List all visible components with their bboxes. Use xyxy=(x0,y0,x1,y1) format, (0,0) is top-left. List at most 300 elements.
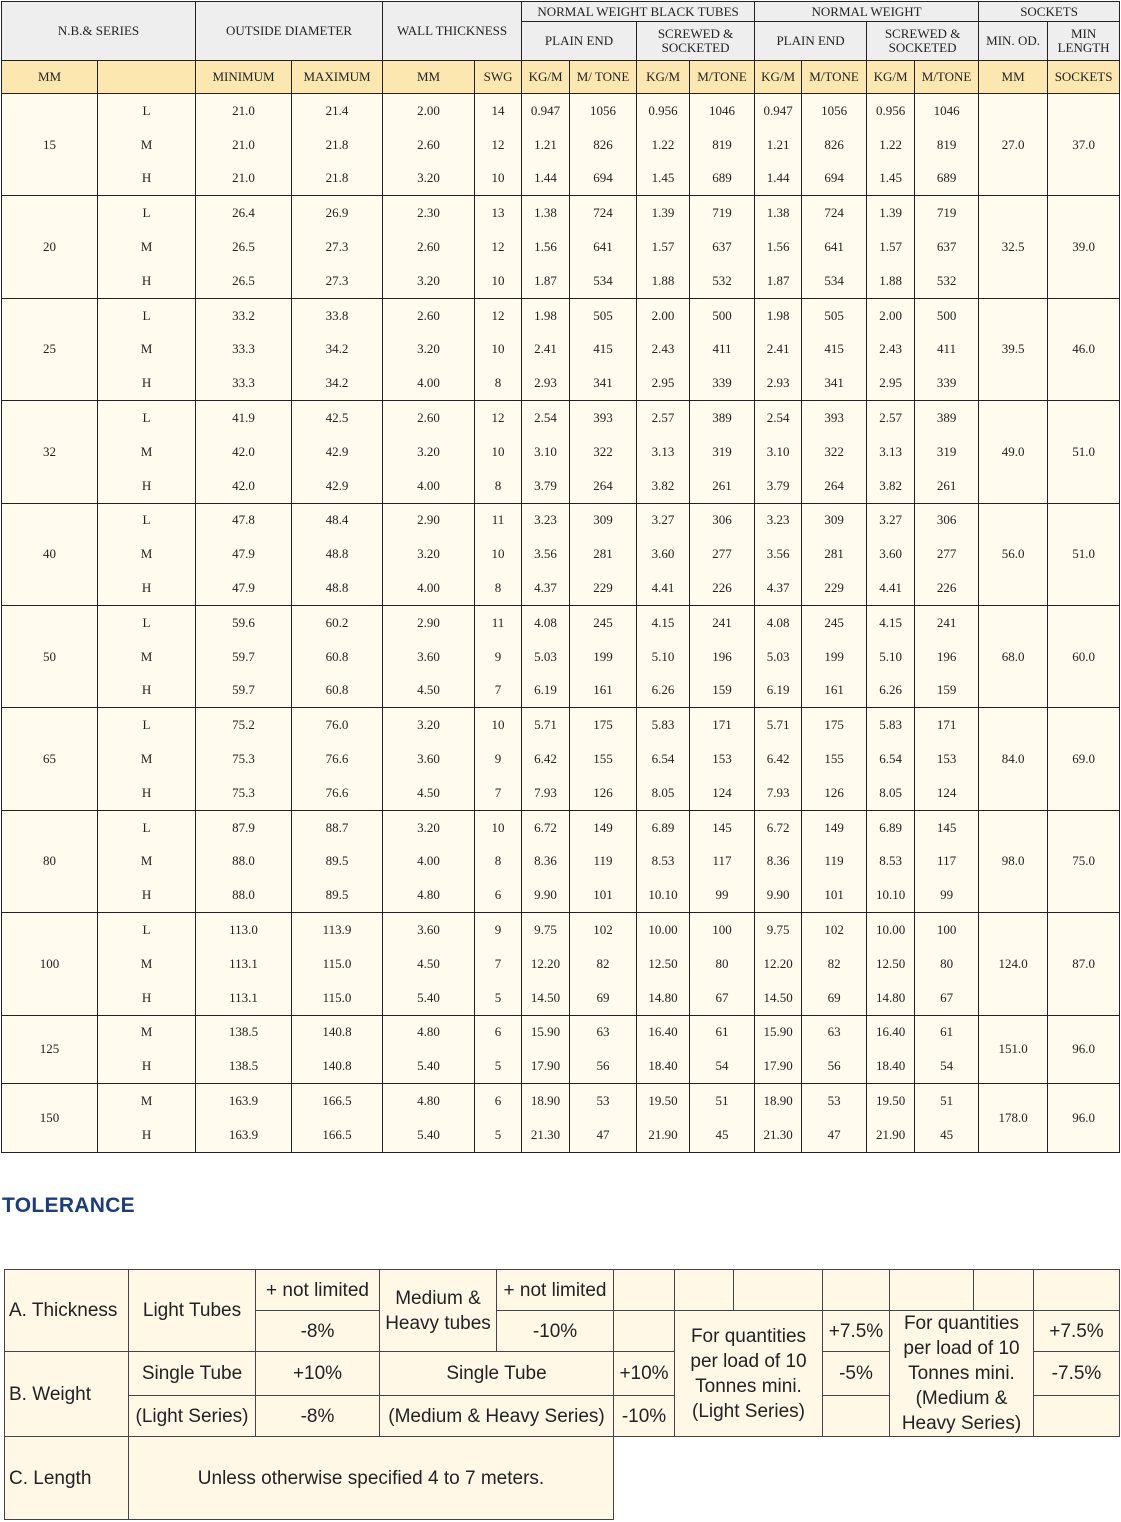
unit-maximum: MAXIMUM xyxy=(292,61,383,94)
black-screwed-mtone: 637 xyxy=(690,230,755,264)
spec-row xyxy=(2,196,1120,230)
black-plain-mtone: 126 xyxy=(570,776,637,810)
socket-min-od: 39.5 xyxy=(979,298,1048,400)
wall-swg: 9 xyxy=(475,742,522,776)
unit-mm: MM xyxy=(2,61,98,94)
od-min: 59.7 xyxy=(196,640,292,674)
normal-plain-mtone: 264 xyxy=(802,469,867,503)
wall-swg: 7 xyxy=(475,776,522,810)
qty-medium-minus: -7.5% xyxy=(1034,1352,1120,1396)
black-plain-kgm: 1.38 xyxy=(522,196,570,230)
black-screwed-kgm: 3.13 xyxy=(637,435,690,469)
normal-screwed-mtone: 124 xyxy=(915,776,979,810)
normal-screwed-kgm: 1.88 xyxy=(867,264,915,298)
normal-screwed-mtone: 100 xyxy=(915,913,979,947)
od-max: 166.5 xyxy=(292,1084,383,1118)
header-plain-end: PLAIN END xyxy=(522,22,637,61)
black-plain-kgm: 6.72 xyxy=(522,810,570,844)
nominal-bore: 40 xyxy=(2,503,98,605)
black-plain-kgm: 1.87 xyxy=(522,264,570,298)
wall-mm: 3.20 xyxy=(383,435,475,469)
socket-min-length: 60.0 xyxy=(1048,605,1120,707)
spec-row xyxy=(2,674,1120,708)
series: M xyxy=(98,1084,196,1118)
normal-plain-kgm: 2.93 xyxy=(755,366,802,400)
normal-plain-mtone: 826 xyxy=(802,128,867,162)
tolerance-table xyxy=(4,1269,1120,1520)
black-screwed-mtone: 226 xyxy=(690,571,755,605)
normal-screwed-mtone: 719 xyxy=(915,196,979,230)
normal-screwed-kgm: 0.956 xyxy=(867,94,915,128)
normal-plain-kgm: 17.90 xyxy=(755,1049,802,1083)
normal-screwed-kgm: 4.41 xyxy=(867,571,915,605)
normal-plain-kgm: 1.98 xyxy=(755,298,802,332)
socket-min-length: 39.0 xyxy=(1048,196,1120,298)
black-plain-kgm: 2.41 xyxy=(522,333,570,367)
black-plain-mtone: 119 xyxy=(570,845,637,879)
empty-cell xyxy=(1034,1396,1120,1437)
socket-min-length: 51.0 xyxy=(1048,503,1120,605)
od-max: 60.2 xyxy=(292,605,383,639)
wall-mm: 5.40 xyxy=(383,981,475,1015)
socket-min-length: 75.0 xyxy=(1048,810,1120,912)
black-screwed-kgm: 8.05 xyxy=(637,776,690,810)
od-max: 113.9 xyxy=(292,913,383,947)
black-screwed-kgm: 8.53 xyxy=(637,845,690,879)
normal-screwed-kgm: 1.45 xyxy=(867,162,915,196)
od-min: 113.1 xyxy=(196,947,292,981)
normal-plain-mtone: 1056 xyxy=(802,94,867,128)
normal-screwed-kgm: 2.00 xyxy=(867,298,915,332)
black-screwed-mtone: 80 xyxy=(690,947,755,981)
nominal-bore: 50 xyxy=(2,605,98,707)
qty-light-minus: -5% xyxy=(823,1352,890,1396)
normal-screwed-mtone: 196 xyxy=(915,640,979,674)
black-plain-kgm: 12.20 xyxy=(522,947,570,981)
normal-screwed-kgm: 16.40 xyxy=(867,1015,915,1049)
normal-plain-kgm: 12.20 xyxy=(755,947,802,981)
series: L xyxy=(98,94,196,128)
normal-plain-mtone: 199 xyxy=(802,640,867,674)
unit-mm: MM xyxy=(979,61,1048,94)
black-screwed-mtone: 171 xyxy=(690,708,755,742)
black-screwed-kgm: 5.83 xyxy=(637,708,690,742)
normal-plain-kgm: 4.08 xyxy=(755,605,802,639)
spec-row xyxy=(2,776,1120,810)
black-plain-mtone: 149 xyxy=(570,810,637,844)
black-screwed-kgm: 6.54 xyxy=(637,742,690,776)
od-max: 21.4 xyxy=(292,94,383,128)
wall-swg: 5 xyxy=(475,981,522,1015)
normal-plain-mtone: 175 xyxy=(802,708,867,742)
series: L xyxy=(98,913,196,947)
wall-swg: 8 xyxy=(475,845,522,879)
od-min: 75.2 xyxy=(196,708,292,742)
series: L xyxy=(98,708,196,742)
black-plain-mtone: 63 xyxy=(570,1015,637,1049)
black-screwed-mtone: 159 xyxy=(690,674,755,708)
black-plain-mtone: 534 xyxy=(570,264,637,298)
light-series-label: (Light Series) xyxy=(129,1396,256,1437)
black-screwed-mtone: 339 xyxy=(690,366,755,400)
wall-mm: 4.00 xyxy=(383,469,475,503)
normal-plain-kgm: 4.37 xyxy=(755,571,802,605)
light-tubes-label: Light Tubes xyxy=(129,1270,256,1352)
series: M xyxy=(98,128,196,162)
unit-swg: SWG xyxy=(475,61,522,94)
normal-screwed-mtone: 159 xyxy=(915,674,979,708)
black-plain-mtone: 47 xyxy=(570,1118,637,1152)
wall-swg: 10 xyxy=(475,162,522,196)
od-min: 113.1 xyxy=(196,981,292,1015)
od-max: 21.8 xyxy=(292,162,383,196)
black-plain-mtone: 161 xyxy=(570,674,637,708)
od-max: 27.3 xyxy=(292,264,383,298)
black-screwed-kgm: 1.22 xyxy=(637,128,690,162)
weight-label: B. Weight xyxy=(5,1352,129,1437)
light-weight-minus: -8% xyxy=(256,1396,380,1437)
header-screwed-line1: SCREWED & xyxy=(657,26,734,41)
od-min: 88.0 xyxy=(196,878,292,912)
normal-screwed-mtone: 319 xyxy=(915,435,979,469)
normal-plain-mtone: 694 xyxy=(802,162,867,196)
normal-plain-mtone: 155 xyxy=(802,742,867,776)
unit-mtone: M/TONE xyxy=(690,61,755,94)
qty-medium-plus: +7.5% xyxy=(1034,1311,1120,1352)
normal-plain-kgm: 1.56 xyxy=(755,230,802,264)
normal-screwed-kgm: 2.43 xyxy=(867,333,915,367)
black-screwed-kgm: 0.956 xyxy=(637,94,690,128)
wall-swg: 5 xyxy=(475,1049,522,1083)
header-screwed-socketed xyxy=(637,22,755,61)
wall-mm: 2.60 xyxy=(383,128,475,162)
normal-plain-kgm: 6.19 xyxy=(755,674,802,708)
wall-swg: 8 xyxy=(475,366,522,400)
normal-screwed-mtone: 67 xyxy=(915,981,979,1015)
nominal-bore: 32 xyxy=(2,401,98,503)
normal-plain-mtone: 393 xyxy=(802,401,867,435)
empty-cell xyxy=(823,1270,890,1311)
normal-screwed-mtone: 637 xyxy=(915,230,979,264)
od-min: 26.4 xyxy=(196,196,292,230)
normal-plain-mtone: 53 xyxy=(802,1084,867,1118)
header-screwed-line2: SOCKETED xyxy=(888,40,957,55)
black-plain-mtone: 101 xyxy=(570,878,637,912)
normal-plain-kgm: 18.90 xyxy=(755,1084,802,1118)
spec-row xyxy=(2,162,1120,196)
spec-row xyxy=(2,128,1120,162)
spec-rows xyxy=(2,94,1120,1153)
black-screwed-mtone: 51 xyxy=(690,1084,755,1118)
spec-row xyxy=(2,230,1120,264)
normal-plain-kgm: 3.23 xyxy=(755,503,802,537)
black-plain-mtone: 82 xyxy=(570,947,637,981)
series: M xyxy=(98,435,196,469)
normal-plain-mtone: 126 xyxy=(802,776,867,810)
black-plain-mtone: 229 xyxy=(570,571,637,605)
wall-mm: 4.50 xyxy=(383,674,475,708)
normal-plain-kgm: 5.03 xyxy=(755,640,802,674)
black-screwed-mtone: 1046 xyxy=(690,94,755,128)
normal-screwed-kgm: 5.83 xyxy=(867,708,915,742)
nominal-bore: 125 xyxy=(2,1015,98,1084)
normal-plain-mtone: 322 xyxy=(802,435,867,469)
od-min: 138.5 xyxy=(196,1049,292,1083)
od-max: 48.8 xyxy=(292,571,383,605)
od-min: 21.0 xyxy=(196,128,292,162)
wall-mm: 4.80 xyxy=(383,1015,475,1049)
normal-plain-kgm: 9.75 xyxy=(755,913,802,947)
normal-screwed-kgm: 2.57 xyxy=(867,401,915,435)
empty-cell xyxy=(675,1270,734,1311)
od-min: 113.0 xyxy=(196,913,292,947)
unit-kgm: KG/M xyxy=(637,61,690,94)
black-screwed-kgm: 14.80 xyxy=(637,981,690,1015)
wall-mm: 4.80 xyxy=(383,878,475,912)
wall-swg: 6 xyxy=(475,878,522,912)
od-min: 163.9 xyxy=(196,1084,292,1118)
socket-min-length: 96.0 xyxy=(1048,1015,1120,1084)
spec-row xyxy=(2,366,1120,400)
black-screwed-kgm: 4.15 xyxy=(637,605,690,639)
black-plain-kgm: 1.98 xyxy=(522,298,570,332)
black-plain-mtone: 175 xyxy=(570,708,637,742)
black-plain-kgm: 1.44 xyxy=(522,162,570,196)
wall-mm: 4.00 xyxy=(383,845,475,879)
series: L xyxy=(98,810,196,844)
black-screwed-kgm: 10.00 xyxy=(637,913,690,947)
normal-screwed-mtone: 261 xyxy=(915,469,979,503)
black-screwed-mtone: 153 xyxy=(690,742,755,776)
wall-swg: 8 xyxy=(475,469,522,503)
od-max: 88.7 xyxy=(292,810,383,844)
normal-screwed-kgm: 1.57 xyxy=(867,230,915,264)
empty-cell xyxy=(823,1396,890,1437)
socket-min-od: 98.0 xyxy=(979,810,1048,912)
od-max: 21.8 xyxy=(292,128,383,162)
black-screwed-kgm: 1.45 xyxy=(637,162,690,196)
od-max: 42.9 xyxy=(292,435,383,469)
wall-mm: 3.60 xyxy=(383,742,475,776)
nominal-bore: 20 xyxy=(2,196,98,298)
normal-screwed-mtone: 226 xyxy=(915,571,979,605)
black-plain-kgm: 2.54 xyxy=(522,401,570,435)
normal-screwed-mtone: 411 xyxy=(915,333,979,367)
black-plain-kgm: 6.19 xyxy=(522,674,570,708)
black-plain-kgm: 3.23 xyxy=(522,503,570,537)
black-plain-kgm: 5.71 xyxy=(522,708,570,742)
od-max: 115.0 xyxy=(292,947,383,981)
series: H xyxy=(98,469,196,503)
normal-screwed-mtone: 1046 xyxy=(915,94,979,128)
od-max: 34.2 xyxy=(292,333,383,367)
wall-swg: 9 xyxy=(475,913,522,947)
od-max: 140.8 xyxy=(292,1049,383,1083)
normal-plain-kgm: 14.50 xyxy=(755,981,802,1015)
normal-plain-mtone: 245 xyxy=(802,605,867,639)
socket-min-od: 151.0 xyxy=(979,1015,1048,1084)
black-plain-kgm: 4.37 xyxy=(522,571,570,605)
spec-row xyxy=(2,878,1120,912)
normal-screwed-kgm: 6.26 xyxy=(867,674,915,708)
spec-row xyxy=(2,571,1120,605)
series: H xyxy=(98,1049,196,1083)
normal-screwed-kgm: 1.22 xyxy=(867,128,915,162)
black-plain-mtone: 69 xyxy=(570,981,637,1015)
normal-plain-kgm: 9.90 xyxy=(755,878,802,912)
series: H xyxy=(98,878,196,912)
black-screwed-kgm: 16.40 xyxy=(637,1015,690,1049)
normal-screwed-kgm: 1.39 xyxy=(867,196,915,230)
normal-screwed-mtone: 99 xyxy=(915,878,979,912)
normal-screwed-mtone: 306 xyxy=(915,503,979,537)
normal-plain-mtone: 119 xyxy=(802,845,867,879)
black-screwed-kgm: 18.40 xyxy=(637,1049,690,1083)
header-screwed-line2: SOCKETED xyxy=(661,40,730,55)
series: H xyxy=(98,162,196,196)
black-screwed-mtone: 67 xyxy=(690,981,755,1015)
socket-min-length: 87.0 xyxy=(1048,913,1120,1015)
black-screwed-kgm: 3.82 xyxy=(637,469,690,503)
normal-screwed-kgm: 8.05 xyxy=(867,776,915,810)
black-screwed-mtone: 689 xyxy=(690,162,755,196)
nominal-bore: 100 xyxy=(2,913,98,1015)
black-screwed-kgm: 12.50 xyxy=(637,947,690,981)
medium-weight-minus: -10% xyxy=(614,1396,675,1437)
wall-mm: 3.20 xyxy=(383,708,475,742)
series: H xyxy=(98,1118,196,1152)
spec-row xyxy=(2,1084,1120,1118)
od-max: 76.0 xyxy=(292,708,383,742)
od-min: 138.5 xyxy=(196,1015,292,1049)
normal-screwed-kgm: 3.82 xyxy=(867,469,915,503)
header-outside-diameter: OUTSIDE DIAMETER xyxy=(196,2,383,61)
spec-row xyxy=(2,947,1120,981)
black-screwed-mtone: 54 xyxy=(690,1049,755,1083)
tolerance-heading: TOLERANCE xyxy=(2,1194,135,1217)
socket-min-od: 84.0 xyxy=(979,708,1048,810)
wall-swg: 12 xyxy=(475,230,522,264)
unit-mtone: M/TONE xyxy=(915,61,979,94)
wall-mm: 5.40 xyxy=(383,1049,475,1083)
header-screwed-socketed xyxy=(867,22,979,61)
od-max: 76.6 xyxy=(292,742,383,776)
header-screwed-line1: SCREWED & xyxy=(884,26,961,41)
wall-mm: 4.00 xyxy=(383,571,475,605)
black-plain-mtone: 415 xyxy=(570,333,637,367)
header-sockets: SOCKETS xyxy=(979,2,1120,22)
normal-screwed-mtone: 51 xyxy=(915,1084,979,1118)
od-min: 59.7 xyxy=(196,674,292,708)
black-screwed-kgm: 3.60 xyxy=(637,537,690,571)
wall-mm: 4.50 xyxy=(383,776,475,810)
nominal-bore: 65 xyxy=(2,708,98,810)
spec-row xyxy=(2,264,1120,298)
wall-swg: 12 xyxy=(475,298,522,332)
od-min: 87.9 xyxy=(196,810,292,844)
spec-row xyxy=(2,913,1120,947)
od-max: 140.8 xyxy=(292,1015,383,1049)
normal-plain-kgm: 6.42 xyxy=(755,742,802,776)
series: L xyxy=(98,298,196,332)
normal-screwed-mtone: 54 xyxy=(915,1049,979,1083)
normal-screwed-mtone: 241 xyxy=(915,605,979,639)
wall-swg: 14 xyxy=(475,94,522,128)
od-min: 21.0 xyxy=(196,162,292,196)
od-min: 59.6 xyxy=(196,605,292,639)
light-thickness-minus: -8% xyxy=(256,1311,380,1352)
black-plain-kgm: 3.56 xyxy=(522,537,570,571)
unit-mm: MM xyxy=(383,61,475,94)
unit-kgm: KG/M xyxy=(755,61,802,94)
series: M xyxy=(98,230,196,264)
series: M xyxy=(98,333,196,367)
black-plain-mtone: 245 xyxy=(570,605,637,639)
normal-plain-mtone: 69 xyxy=(802,981,867,1015)
od-min: 21.0 xyxy=(196,94,292,128)
wall-mm: 4.80 xyxy=(383,1084,475,1118)
unit-kgm: KG/M xyxy=(867,61,915,94)
socket-min-od: 56.0 xyxy=(979,503,1048,605)
unit-mtone: M/ TONE xyxy=(570,61,637,94)
black-plain-mtone: 641 xyxy=(570,230,637,264)
normal-plain-mtone: 724 xyxy=(802,196,867,230)
spec-row xyxy=(2,605,1120,639)
normal-screwed-mtone: 689 xyxy=(915,162,979,196)
od-min: 33.3 xyxy=(196,333,292,367)
black-plain-mtone: 309 xyxy=(570,503,637,537)
normal-plain-kgm: 3.10 xyxy=(755,435,802,469)
od-min: 26.5 xyxy=(196,264,292,298)
unit-kgm: KG/M xyxy=(522,61,570,94)
normal-screwed-mtone: 153 xyxy=(915,742,979,776)
length-label: C. Length xyxy=(5,1437,129,1520)
spec-row xyxy=(2,503,1120,537)
spec-row xyxy=(2,708,1120,742)
series: M xyxy=(98,845,196,879)
spec-row xyxy=(2,1118,1120,1152)
black-plain-kgm: 1.21 xyxy=(522,128,570,162)
normal-plain-mtone: 101 xyxy=(802,878,867,912)
header-black-tubes: NORMAL WEIGHT BLACK TUBES xyxy=(522,2,755,22)
normal-screwed-mtone: 532 xyxy=(915,264,979,298)
spec-row xyxy=(2,981,1120,1015)
normal-screwed-kgm: 21.90 xyxy=(867,1118,915,1152)
normal-screwed-kgm: 2.95 xyxy=(867,366,915,400)
spec-row xyxy=(2,94,1120,128)
black-screwed-kgm: 3.27 xyxy=(637,503,690,537)
socket-min-length: 96.0 xyxy=(1048,1084,1120,1153)
black-plain-kgm: 8.36 xyxy=(522,845,570,879)
black-plain-mtone: 341 xyxy=(570,366,637,400)
black-screwed-kgm: 1.39 xyxy=(637,196,690,230)
normal-plain-kgm: 1.44 xyxy=(755,162,802,196)
wall-swg: 11 xyxy=(475,503,522,537)
light-thickness-plus: + not limited xyxy=(256,1270,380,1311)
qty-light-plus: +7.5% xyxy=(823,1311,890,1352)
normal-screwed-kgm: 10.00 xyxy=(867,913,915,947)
black-plain-mtone: 281 xyxy=(570,537,637,571)
black-plain-mtone: 694 xyxy=(570,162,637,196)
black-plain-kgm: 9.75 xyxy=(522,913,570,947)
od-min: 75.3 xyxy=(196,742,292,776)
black-screwed-kgm: 5.10 xyxy=(637,640,690,674)
wall-mm: 2.60 xyxy=(383,298,475,332)
wall-swg: 10 xyxy=(475,810,522,844)
black-screwed-mtone: 532 xyxy=(690,264,755,298)
normal-plain-kgm: 7.93 xyxy=(755,776,802,810)
black-screwed-mtone: 389 xyxy=(690,401,755,435)
